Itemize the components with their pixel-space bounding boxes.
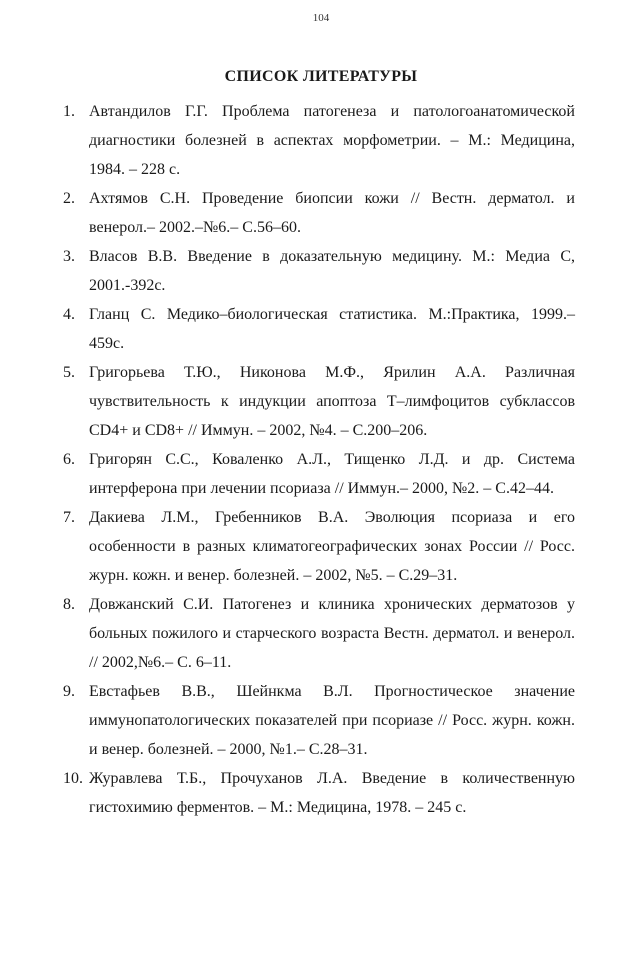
reference-item	[63, 677, 575, 764]
reference-text: Григорян С.С., Коваленко А.Л., Тищенко Л.Д. и др. Система интерферона при лечении псориаза // Иммун.– 2000, №2. – С.42–44.	[89, 451, 575, 497]
reference-number: 9.	[63, 683, 75, 700]
page-title: СПИСОК ЛИТЕРАТУРЫ	[224, 68, 418, 85]
reference-number: 10.	[63, 770, 83, 787]
reference-text: Евстафьев В.В., Шейнкма В.Л. Прогностическое значение иммунопатологических показателей при псориазе // Росс. журн. кожн. и венер. болезней. – 2000, №1.– С.28–31.	[89, 683, 575, 758]
reference-item	[63, 445, 575, 503]
reference-number: 2.	[63, 190, 75, 207]
reference-text: Ахтямов С.Н. Проведение биопсии кожи // Вестн. дерматол. и венерол.– 2002.–№6.– С.56–60.	[89, 190, 575, 236]
reference-item	[63, 242, 575, 300]
reference-item	[63, 358, 575, 445]
reference-number: 6.	[63, 451, 75, 468]
reference-item	[63, 184, 575, 242]
reference-text: Довжанский С.И. Патогенез и клиника хронических дерматозов у больных пожилого и старческого возраста Вестн. дерматол. и венерол. // 2002,№6.– С. 6–11.	[89, 596, 575, 671]
reference-item	[63, 764, 575, 822]
reference-number: 4.	[63, 306, 75, 323]
reference-number: 3.	[63, 248, 75, 265]
reference-text: Гланц С. Медико–биологическая статистика. М.:Практика, 1999.– 459с.	[89, 306, 575, 352]
reference-item	[63, 503, 575, 590]
reference-number: 7.	[63, 509, 75, 526]
reference-number: 1.	[63, 103, 75, 120]
reference-item	[63, 300, 575, 358]
reference-item	[63, 97, 575, 184]
reference-item	[63, 590, 575, 677]
page-number: 104	[312, 12, 330, 24]
reference-number: 5.	[63, 364, 75, 381]
reference-list	[63, 97, 575, 822]
reference-text: Журавлева Т.Б., Прочуханов Л.А. Введение в количественную гистохимию ферментов. – М.: Медицина, 1978. – 245 с.	[89, 770, 575, 816]
reference-number: 8.	[63, 596, 75, 613]
reference-text: Дакиева Л.М., Гребенников В.А. Эволюция псориаза и его особенности в разных климатогеографических зонах России // Росс. журн. кожн. и венер. болезней. – 2002, №5. – С.29–31.	[89, 509, 575, 584]
reference-text: Автандилов Г.Г. Проблема патогенеза и патологоанатомической диагностики болезней в аспектах морфометрии. – М.: Медицина, 1984. – 228 с.	[89, 103, 575, 178]
reference-text: Григорьева Т.Ю., Никонова М.Ф., Ярилин А.А. Различная чувствительность к индукции апоптоза Т–лимфоцитов субклассов CD4+ и CD8+ // Иммун. – 2002, №4. – С.200–206.	[89, 364, 575, 439]
reference-text: Власов В.В. Введение в доказательную медицину. М.: Медиа С, 2001.-392с.	[89, 248, 575, 294]
